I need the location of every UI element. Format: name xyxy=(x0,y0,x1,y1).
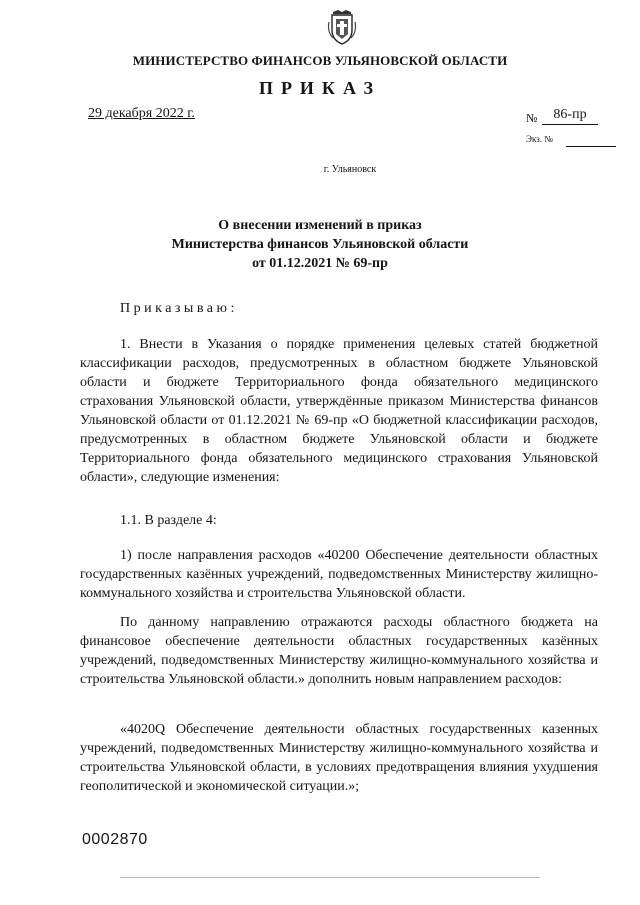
paragraph-new-direction: «4020Q Обеспечение деятельности областных государственных казенных учреждений, подведомственных Министерству жилищно-коммунального хозяйства и строительства Ульяновской области, в условиях предотвращения влияния ухудшения геополитической и экономической ситуации.»; xyxy=(80,722,598,794)
paragraph-description: По данному направлению отражаются расходы областного бюджета на финансовое обеспечение деятельности областных государственных казённых учреждений, подведомственных Министерству жилищно-коммунального хозяйства и строительства Ульяновской области.» дополнить новым направлением расходов: xyxy=(80,615,598,687)
coat-of-arms-icon xyxy=(327,8,357,46)
document-serial-number: 0002870 xyxy=(82,831,148,848)
paragraph-1-1: 1.1. В разделе 4: xyxy=(120,513,217,528)
document-type: ПРИКАЗ xyxy=(258,78,382,98)
title-line-2: Министерства финансов Ульяновской области xyxy=(171,237,469,252)
title-line-1: О внесении изменений в приказ xyxy=(218,218,422,233)
footer-divider xyxy=(120,877,540,878)
title-line-3: от 01.12.2021 № 69-пр xyxy=(252,256,388,271)
city: г. Ульяновск xyxy=(323,164,377,175)
document-number: 86-пр xyxy=(542,106,598,125)
number-label: № xyxy=(526,111,538,125)
paragraph-item-1: 1) после направления расходов «40200 Обеспечение деятельности областных государственных казённых учреждений, подведомственных Министерству жилищно-коммунального хозяйства и строительства Ульяновской области. xyxy=(80,548,598,601)
paragraph-1: 1. Внести в Указания о порядке применения целевых статей бюджетной классификации расходов, предусмотренных в областном бюджете Ульяновской области и бюджете Территориального фонда обязательного медицинского страхования Ульяновской области, утверждённые приказом Министерства финансов Ульяновской области от 01.12.2021 № 69-пр «О бюджетной классификации расходов, предусмотренных в областном бюджете Ульяновской области и бюджете Территориального фонда обязательного медицинского страхования Ульяновской области», следующие изменения: xyxy=(80,337,598,485)
order-word: Приказываю: xyxy=(120,301,238,316)
document-date: 29 декабря 2022 г. xyxy=(88,106,195,121)
document-title xyxy=(0,216,640,273)
ministry-name: МИНИСТЕРСТВО ФИНАНСОВ УЛЬЯНОВСКОЙ ОБЛАСТИ xyxy=(132,53,508,68)
copy-number-label: Экз. № xyxy=(526,134,553,144)
copy-number-line xyxy=(566,146,616,147)
